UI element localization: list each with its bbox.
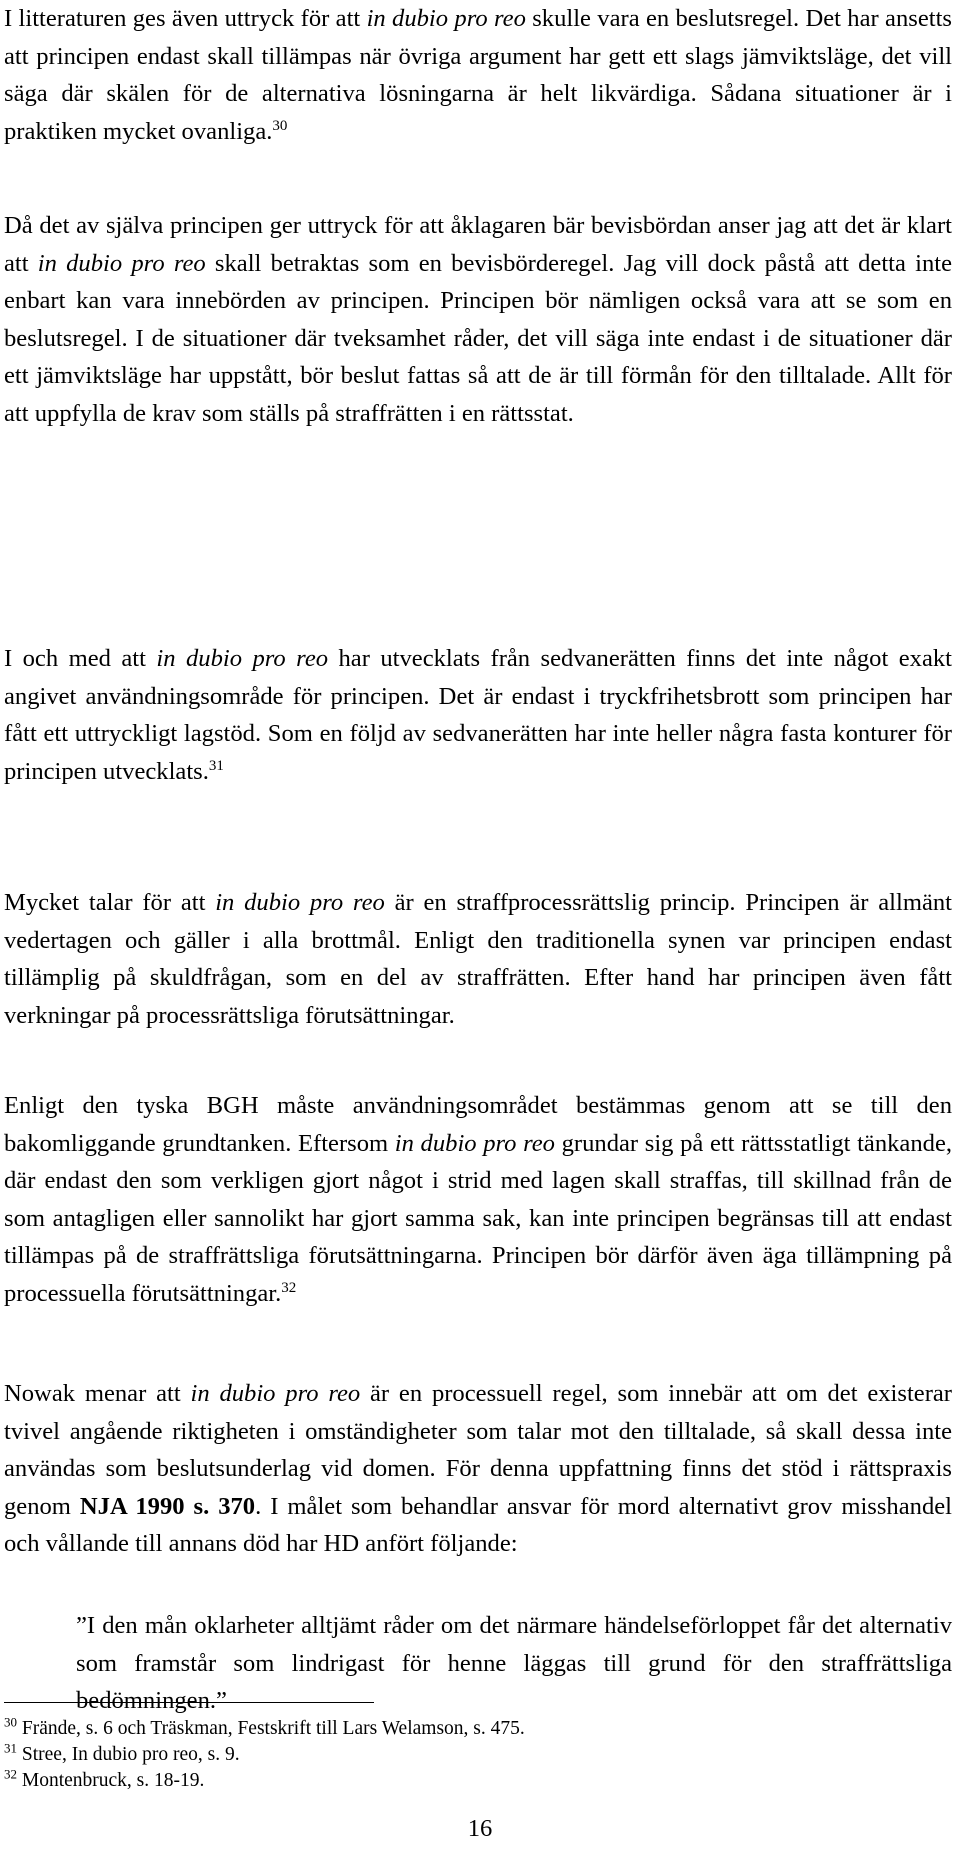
paragraph-6 [4,1375,952,1563]
text-segment: Mycket talar för att [4,889,216,916]
footnote-ref: 30 [272,117,288,134]
italic-term: in dubio pro reo [190,1380,361,1407]
footnote-ref: 31 [208,757,224,774]
footnote-text: Frände, s. 6 och Träskman, Festskrift till Lars Welamson, s. 475. [21,1718,525,1739]
footnote-30 [4,1716,525,1742]
text-segment: skulle vara en beslutsregel. Det har ansetts att principen endast skall tillämpas när övriga argument har gett ett slags jämviktsläge, det vill säga där skälen för de alternativa lösningarna är helt likvärdiga. Sådana situationer är i praktiken mycket ovanliga. [4,5,952,145]
footnote-ref: 32 [281,1279,297,1296]
block-quote: ”I den mån oklarheter alltjämt råder om det närmare händelseförloppet får det alternativ som framstår som lindrigast för henne läggas till grund för den straffrättsliga bedömningen.” [76,1612,952,1714]
page-number: 16 [467,1815,493,1842]
text-segment: har utvecklats från sedvanerätten finns det inte något exakt angivet användningsområde för principen. Det är endast i tryckfrihetsbrott som principen har fått ett uttryckligt lagstöd. Som en följd av sedvanerätten har inte heller några fasta konturer för principen utvecklats. [4,645,952,785]
footnote-31 [4,1742,240,1768]
text-segment: skall betraktas som en bevisbörderegel. Jag vill dock påstå att detta inte enbart kan vara innebörden av principen. Principen bör nämligen också vara att se som en beslutsregel. I de situationer där tveksamhet råder, det vill säga inte endast i de situationer där ett jämviktsläge har uppstått, bör beslut fattas så att de är till förmån för den tilltalade. Allt för att uppfylla de krav som ställs på straffrätten i en rättsstat. [4,249,953,427]
text-segment: grundar sig på ett rättsstatligt tänkande, där endast den som verkligen gjort något i strid med lagen skall straffas, till skillnad från de som antagligen eller sannolikt har gjort samma sak, kan inte principen begränsas till att endast tillämpas på de straffrättsliga förutsättningarna. Principen bör därför även äga tillämpning på processuella förutsättningar. [4,1129,953,1307]
case-reference: NJA 1990 s. 370 [79,1492,256,1520]
paragraph-5 [4,1087,952,1312]
footnote-number: 32 [4,1766,17,1782]
text-segment: I litteraturen ges även uttryck för att [4,5,367,32]
italic-term: in dubio pro reo [156,645,329,672]
text-segment: är en processuell regel, som innebär att om det existerar tvivel angående riktigheten i omständigheter som talar mot den tilltalade, så skall dessa inte användas som beslutsunderlag vid domen. För denna uppfattning finns det stöd i rättspraxis genom [4,1380,953,1520]
footnote-text: Montenbruck, s. 18-19. [21,1770,205,1791]
text-segment: . I målet som behandlar ansvar för mord alternativt grov misshandel och vållande till annans död har HD anfört följande: [4,1492,952,1557]
paragraph-1 [4,0,952,150]
paragraph-4 [4,884,952,1034]
text-segment: är en straffprocessrättslig princip. Principen är allmänt vedertagen och gäller i alla brottmål. Enligt den traditionella synen var principen endast tillämplig på skuldfrågan, som en del av straffrätten. Efter hand har principen även fått verkningar på processrättsliga förutsättningar. [4,889,952,1029]
footnote-32 [4,1768,204,1794]
paragraph-3 [4,640,952,790]
paragraph-2 [4,207,952,432]
italic-term: in dubio pro reo [37,249,206,277]
italic-term: in dubio pro reo [394,1129,555,1157]
text-segment: Nowak menar att [4,1380,191,1407]
text-segment: I och med att [4,645,157,672]
text-segment: Enligt den tyska BGH måste användningsområdet bestämmas genom att se till den bakomliggande grundtanken. Eftersom [4,1092,952,1157]
footnote-text: Stree, In dubio pro reo, s. 9. [21,1744,240,1765]
footnote-number: 30 [4,1714,17,1730]
italic-term: in dubio pro reo [366,5,526,32]
italic-term: in dubio pro reo [215,889,385,916]
footnote-number: 31 [4,1740,17,1756]
footnote-divider [4,1702,374,1703]
text-segment: Då det av själva principen ger uttryck för att åklagaren bär bevisbördan anser jag att det är klart att [4,212,952,277]
